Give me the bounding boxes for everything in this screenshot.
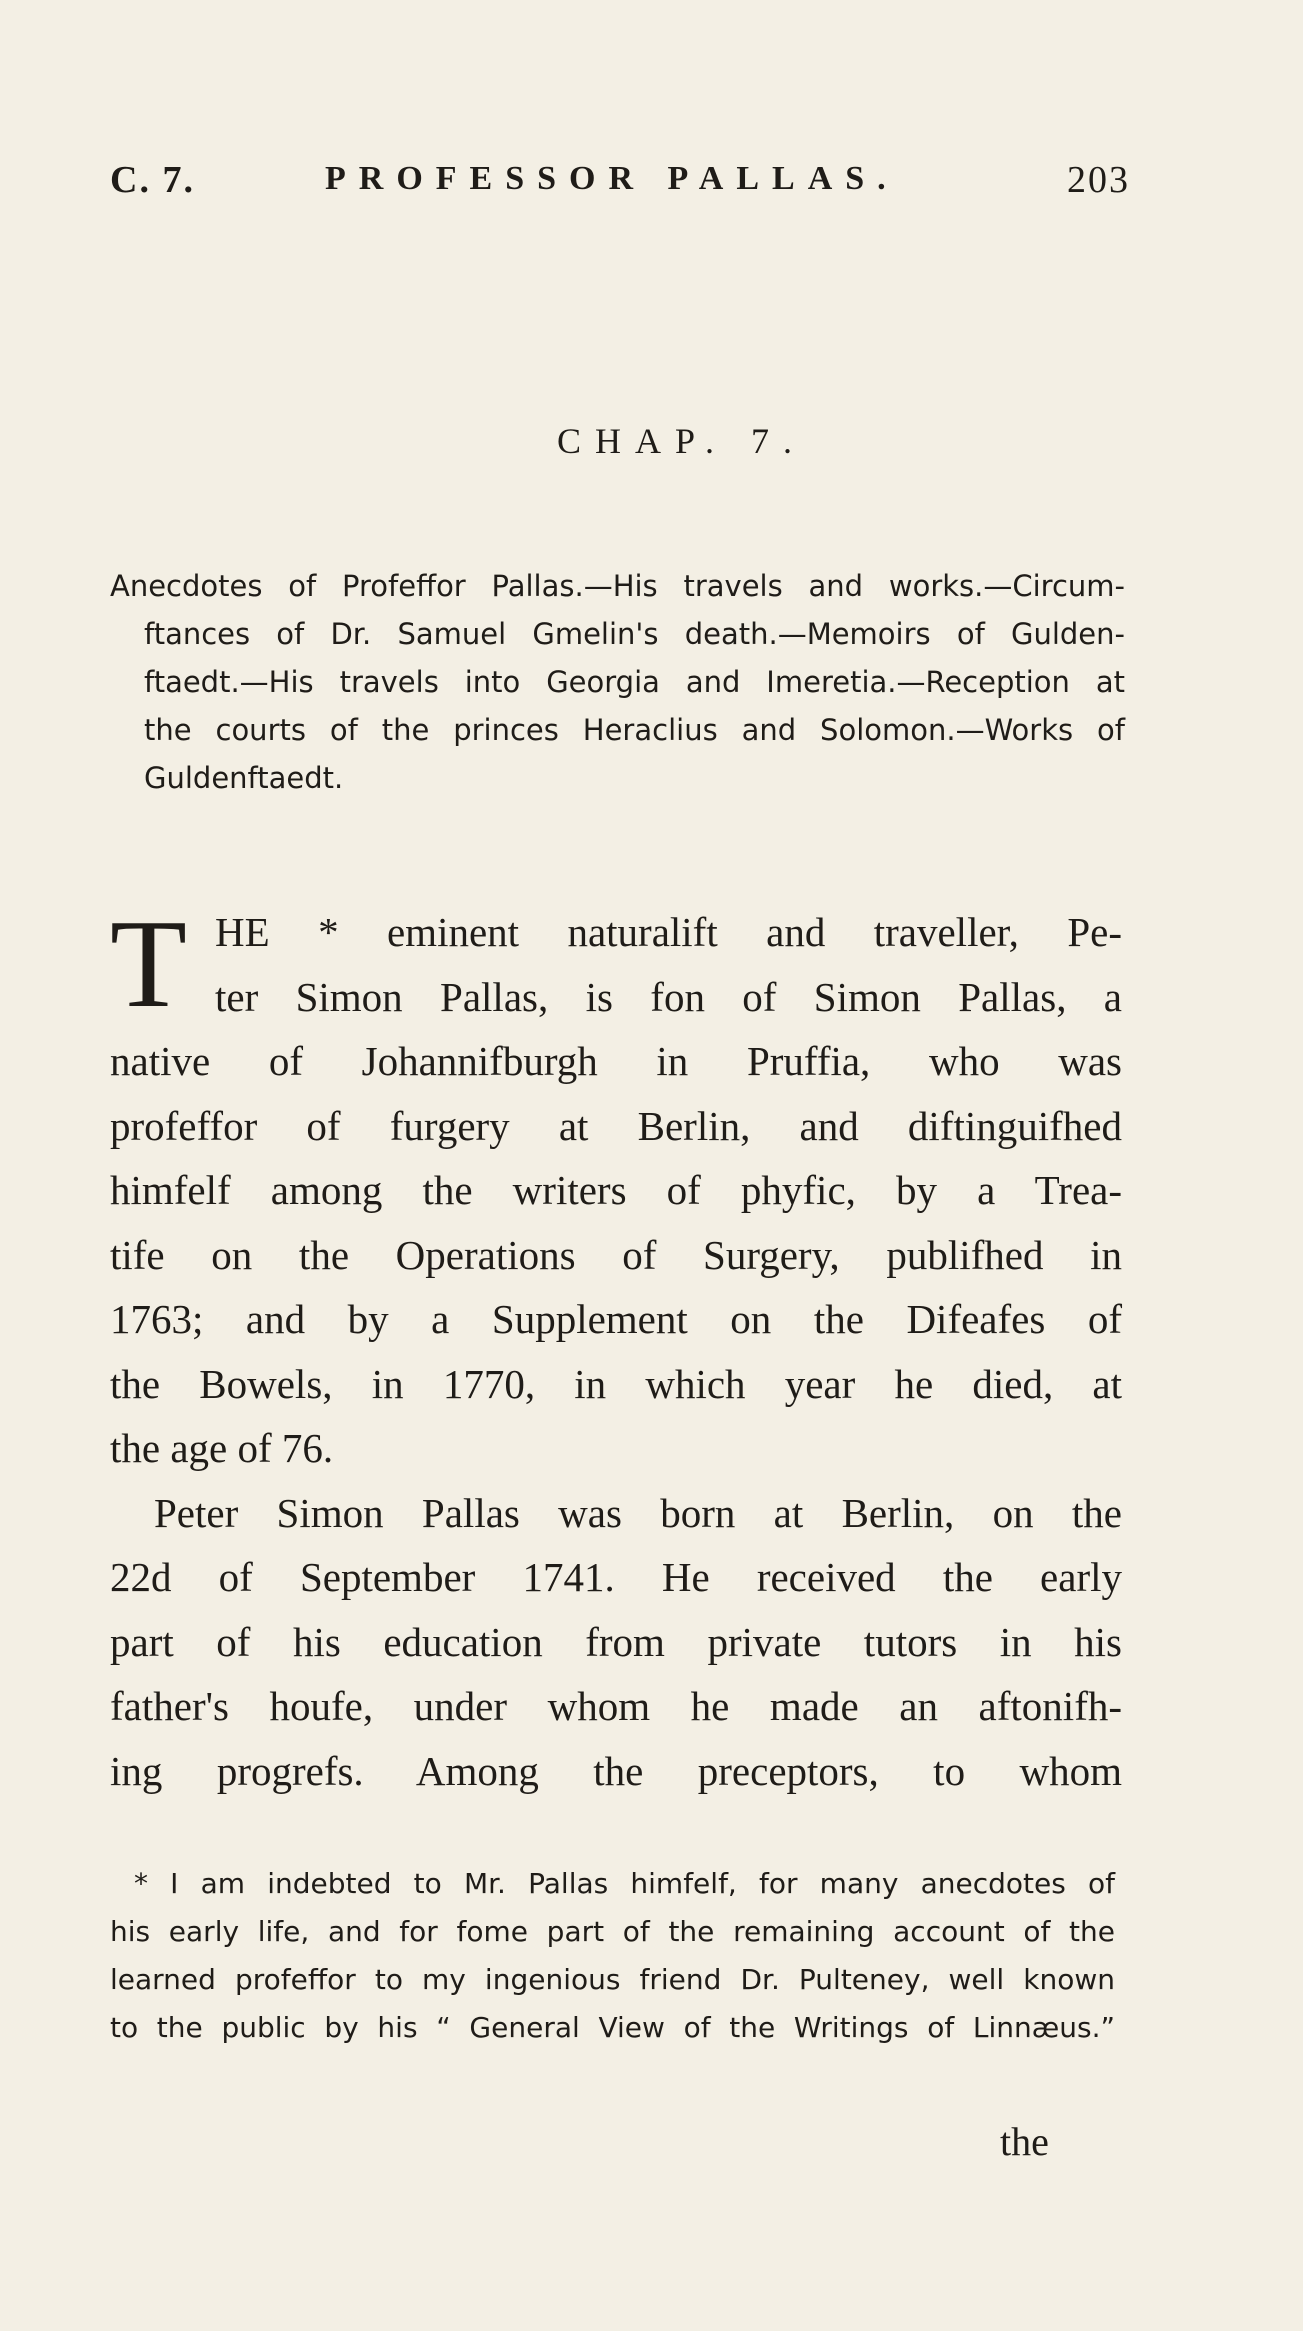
running-head [110,158,1130,208]
body-line: ing progrefs. Among the preceptors, to whom [110,1747,1122,1794]
body-line: the age of 76. [110,1425,334,1471]
footnote-line: his early life, and for fome part of the remaining account of the [110,1915,1115,1948]
synopsis-line: ftances of Dr. Samuel Gmelin's death.—Memoirs of Gulden- [144,617,1125,651]
body-line: the Bowels, in 1770, in which year he died, at [110,1360,1122,1407]
synopsis-line: Guldenftaedt. [144,761,344,795]
synopsis-line: the courts of the princes Heraclius and Solomon.—Works of [144,713,1125,747]
footnote-line: * I am indebted to Mr. Pallas himfelf, for many anecdotes of [134,1867,1115,1900]
synopsis-line: Anecdotes of Profeffor Pallas.—His travels and works.—Circum- [110,569,1125,603]
chapter-heading: CHAP. 7. [556,421,807,461]
footnote-line: to the public by his “ General View of the Writings of Linnæus.” [110,2011,1115,2044]
footnote-line: learned profeffor to my ingenious friend Dr. Pulteney, well known [110,1963,1115,1996]
body-line: himfelf among the writers of phyfic, by a Trea- [110,1167,1122,1213]
catchword: the [1000,2119,1049,2164]
body-line: 22d of September 1741. He received the early [110,1554,1122,1600]
body-line: part of his education from private tutors in his [110,1618,1122,1665]
body-line: 1763; and by a Supplement on the Difeafes of [110,1296,1122,1342]
page-number: 203 [1067,159,1130,201]
body-line: native of Johannifburgh in Pruffia, who was [110,1038,1122,1084]
body-line: ter Simon Pallas, is fon of Simon Pallas, a [215,973,1122,1020]
body-line: HE * eminent naturalift and traveller, Pe- [215,909,1122,955]
footnote [110,1860,1115,2052]
running-head-chapter: C. 7. [110,159,195,201]
running-head-title: PROFESSOR PALLAS. [325,160,899,197]
body-text [110,895,1122,1803]
body-line: father's houfe, under whom he made an aftonifh- [110,1683,1122,1729]
chapter-synopsis [110,562,1125,802]
body-line: profeffor of furgery at Berlin, and diftinguifhed [110,1102,1122,1149]
drop-cap: T [110,895,187,1034]
body-line: Peter Simon Pallas was born at Berlin, on the [154,1489,1122,1536]
synopsis-line: ftaedt.—His travels into Georgia and Imeretia.—Reception at [144,665,1125,699]
body-line: tife on the Operations of Surgery, publifhed in [110,1231,1122,1278]
